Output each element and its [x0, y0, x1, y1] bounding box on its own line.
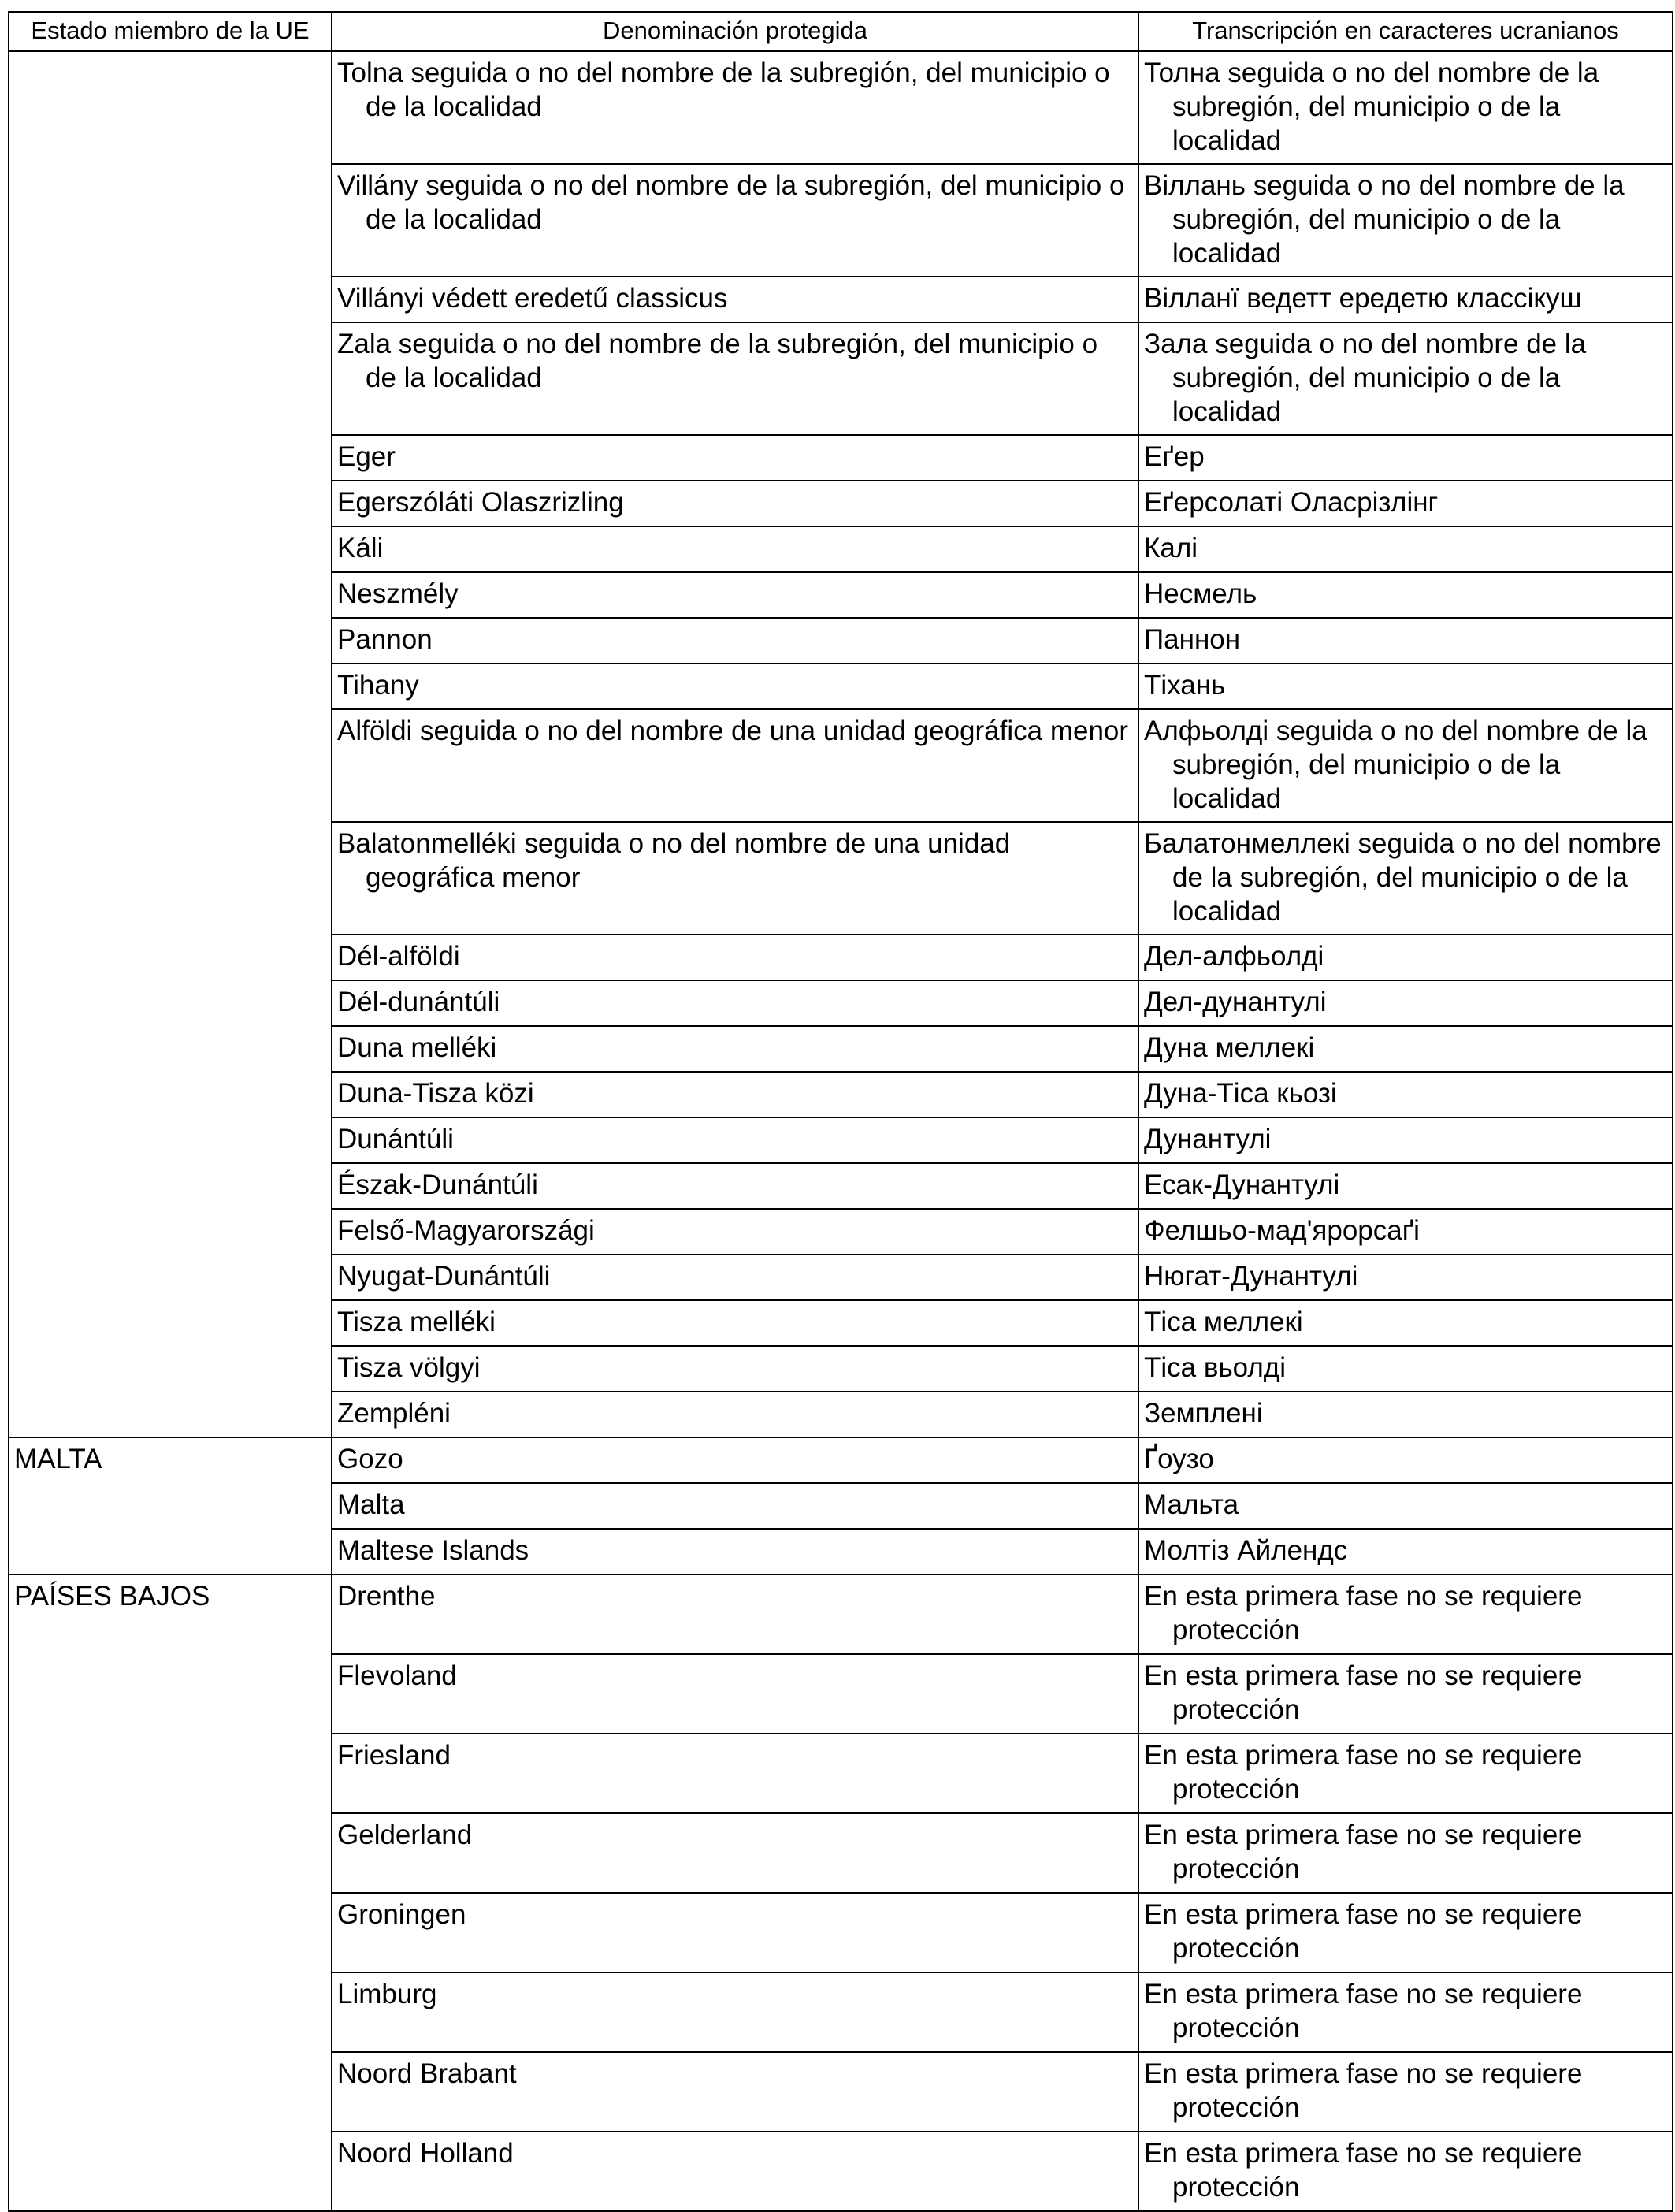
transcription-text: Еґерсолаті Оласрізлінг	[1144, 487, 1439, 518]
protected-name-cell	[332, 435, 1138, 481]
member-state-cell-continued	[9, 1026, 332, 1072]
protected-name-text: Friesland	[337, 1740, 451, 1771]
member-state-cell-continued	[9, 2132, 332, 2211]
table-row	[9, 1437, 1673, 1483]
member-state-cell-continued	[9, 1654, 332, 1734]
transcription-cell	[1138, 322, 1673, 435]
protected-name-text: Gozo	[337, 1444, 403, 1474]
transcription-cell	[1138, 1972, 1673, 2052]
transcription-cell	[1138, 1072, 1673, 1117]
protected-name-text: Alföldi seguida o no del nombre de una unidad geográfica menor	[337, 716, 1129, 746]
transcription-cell	[1138, 1893, 1673, 1972]
member-state-cell-continued	[9, 618, 332, 664]
transcription-text: Еґер	[1144, 441, 1205, 472]
transcription-cell	[1138, 935, 1673, 980]
member-state-cell-continued	[9, 935, 332, 980]
member-state-cell-continued	[9, 709, 332, 822]
member-state-cell-continued	[9, 1893, 332, 1972]
table-body	[9, 51, 1673, 2211]
protected-name-text: Groningen	[337, 1899, 466, 1930]
protected-name-text: Villányi védett eredetű classicus	[337, 283, 728, 314]
transcription-text: Нюгат-Дунантулі	[1144, 1261, 1358, 1292]
table-row	[9, 1654, 1673, 1734]
table-row	[9, 277, 1673, 322]
protected-name-text: Villány seguida o no del nombre de la subregión, del municipio o de la localidad	[337, 170, 1125, 235]
transcription-text: Дел-дунантулі	[1144, 987, 1327, 1017]
table-row	[9, 1300, 1673, 1346]
transcription-cell	[1138, 1654, 1673, 1734]
protected-name-cell	[332, 1574, 1138, 1654]
member-state-cell-continued	[9, 1813, 332, 1893]
protected-name-cell	[332, 1972, 1138, 2052]
member-state-cell-continued	[9, 664, 332, 709]
protected-name-cell	[332, 526, 1138, 572]
protected-name-text: Dél-alföldi	[337, 941, 460, 972]
table-row	[9, 1813, 1673, 1893]
transcription-cell	[1138, 618, 1673, 664]
member-state-cell-continued	[9, 1529, 332, 1574]
member-state-cell-continued	[9, 1972, 332, 2052]
protected-name-text: Dunántúli	[337, 1124, 454, 1154]
table-row	[9, 1734, 1673, 1813]
transcription-cell	[1138, 1300, 1673, 1346]
protected-name-cell	[332, 1654, 1138, 1734]
transcription-text: Несмель	[1144, 578, 1257, 609]
table-row	[9, 935, 1673, 980]
transcription-cell	[1138, 164, 1673, 277]
protected-name-cell	[332, 1072, 1138, 1117]
table-row	[9, 1483, 1673, 1529]
protected-name-text: Zempléni	[337, 1398, 451, 1429]
protected-name-cell	[332, 572, 1138, 618]
transcription-text: Дуна-Тіса кьозі	[1144, 1078, 1337, 1109]
protected-name-cell	[332, 1437, 1138, 1483]
protected-name-cell	[332, 1163, 1138, 1209]
protected-name-text: Flevoland	[337, 1660, 457, 1691]
transcription-text: Фелшьо-мад'ярорсаґі	[1144, 1215, 1420, 1246]
protected-name-cell	[332, 709, 1138, 822]
protected-name-cell	[332, 1734, 1138, 1813]
table-row	[9, 1072, 1673, 1117]
transcription-cell	[1138, 980, 1673, 1026]
member-state-cell-continued	[9, 277, 332, 322]
protected-name-cell	[332, 1346, 1138, 1392]
table-row	[9, 1529, 1673, 1574]
table-row	[9, 1893, 1673, 1972]
protected-name-text: Noord Holland	[337, 2138, 514, 2169]
member-state-cell-continued	[9, 526, 332, 572]
transcription-cell	[1138, 1163, 1673, 1209]
protected-name-cell	[332, 618, 1138, 664]
transcription-cell	[1138, 277, 1673, 322]
transcription-text: Толна seguida o no del nombre de la subregión, del municipio o de la localidad	[1144, 58, 1599, 156]
protected-name-cell	[332, 2052, 1138, 2132]
table-row	[9, 2052, 1673, 2132]
table-row	[9, 1163, 1673, 1209]
member-state-cell-continued	[9, 1346, 332, 1392]
member-state-cell-continued	[9, 822, 332, 935]
transcription-cell	[1138, 2132, 1673, 2211]
protected-name-cell	[332, 1893, 1138, 1972]
transcription-cell	[1138, 1529, 1673, 1574]
member-state-cell-continued	[9, 164, 332, 277]
protected-name-cell	[332, 935, 1138, 980]
table-row	[9, 322, 1673, 435]
member-state-cell-continued	[9, 1209, 332, 1255]
transcription-text: Балатонмеллекі seguida o no del nombre de la subregión, del municipio o de la localidad	[1144, 828, 1662, 927]
transcription-text: Тіса вьолді	[1144, 1352, 1286, 1383]
protected-name-text: Neszmély	[337, 578, 459, 609]
transcription-cell	[1138, 526, 1673, 572]
protected-name-cell	[332, 1813, 1138, 1893]
transcription-text: Вілланї ведетт ередетю классікуш	[1144, 283, 1582, 314]
member-state-cell-continued	[9, 572, 332, 618]
protected-name-text: Duna-Tisza közi	[337, 1078, 534, 1109]
table-row	[9, 1972, 1673, 2052]
transcription-cell	[1138, 1117, 1673, 1163]
transcription-cell	[1138, 1026, 1673, 1072]
transcription-cell	[1138, 435, 1673, 481]
protected-name-cell	[332, 1392, 1138, 1437]
table-row	[9, 709, 1673, 822]
table-row	[9, 1574, 1673, 1654]
protected-name-text: Drenthe	[337, 1581, 436, 1612]
member-state-cell-continued	[9, 1734, 332, 1813]
protected-name-text: Tihany	[337, 670, 419, 701]
transcription-cell	[1138, 1392, 1673, 1437]
transcription-cell	[1138, 481, 1673, 526]
transcription-cell	[1138, 572, 1673, 618]
transcription-text: Молтіз Айлендс	[1144, 1535, 1348, 1566]
transcription-text: En esta primera fase no se requiere protección	[1144, 1820, 1583, 1884]
transcription-text: Тіса меллекі	[1144, 1307, 1303, 1337]
table-row	[9, 980, 1673, 1026]
transcription-text: Калі	[1144, 533, 1198, 563]
transcription-text: Дунантулі	[1144, 1124, 1272, 1154]
protected-name-cell	[332, 822, 1138, 935]
protected-name-text: Malta	[337, 1489, 405, 1520]
protected-name-cell	[332, 980, 1138, 1026]
protected-name-cell	[332, 481, 1138, 526]
transcription-text: En esta primera fase no se requiere protección	[1144, 1899, 1583, 1964]
transcription-cell	[1138, 2052, 1673, 2132]
protected-name-text: Duna melléki	[337, 1032, 497, 1063]
transcription-cell	[1138, 1483, 1673, 1529]
protected-name-text: Káli	[337, 533, 384, 563]
transcription-text: Паннон	[1144, 624, 1241, 655]
protected-name-cell	[332, 1117, 1138, 1163]
protected-name-cell	[332, 322, 1138, 435]
protected-name-text: Tolna seguida o no del nombre de la subregión, del municipio o de la localidad	[337, 58, 1110, 122]
protected-name-text: Zala seguida o no del nombre de la subregión, del municipio o de la localidad	[337, 329, 1098, 393]
transcription-text: Віллань seguida o no del nombre de la subregión, del municipio o de la localidad	[1144, 170, 1625, 269]
protected-name-cell	[332, 1026, 1138, 1072]
protected-name-cell	[332, 1300, 1138, 1346]
transcription-cell	[1138, 709, 1673, 822]
table-row	[9, 526, 1673, 572]
member-state-cell	[9, 51, 332, 164]
header-transcription: Transcripción en caracteres ucranianos	[1138, 12, 1673, 51]
transcription-text: En esta primera fase no se requiere protección	[1144, 2138, 1583, 2203]
table-row	[9, 572, 1673, 618]
table-row	[9, 481, 1673, 526]
protected-name-text: Eger	[337, 441, 396, 472]
protected-name-text: Pannon	[337, 624, 433, 655]
protected-name-cell	[332, 1209, 1138, 1255]
transcription-text: En esta primera fase no se requiere protección	[1144, 1979, 1583, 2043]
protected-name-text: Dél-dunántúli	[337, 987, 500, 1017]
protected-name-cell	[332, 1255, 1138, 1300]
transcription-text: En esta primera fase no se requiere protección	[1144, 1660, 1583, 1725]
protected-name-text: Gelderland	[337, 1820, 473, 1850]
designations-table	[8, 11, 1673, 2212]
protected-name-text: Tisza melléki	[337, 1307, 496, 1337]
protected-name-cell	[332, 164, 1138, 277]
member-state-cell-continued	[9, 1300, 332, 1346]
table-row	[9, 822, 1673, 935]
member-state-cell-continued	[9, 1163, 332, 1209]
transcription-text: Тіхань	[1144, 670, 1226, 701]
protected-name-cell	[332, 2132, 1138, 2211]
transcription-text: Алфьолді seguida o no del nombre de la subregión, del municipio o de la localidad	[1144, 716, 1647, 814]
protected-name-cell	[332, 664, 1138, 709]
member-state-cell-continued	[9, 1072, 332, 1117]
member-state-cell-continued	[9, 2052, 332, 2132]
transcription-cell	[1138, 51, 1673, 164]
protected-name-text: Felső-Magyarországi	[337, 1215, 595, 1246]
protected-name-cell	[332, 1529, 1138, 1574]
table-row	[9, 51, 1673, 164]
member-state-cell-continued	[9, 980, 332, 1026]
transcription-text: Дел-алфьолді	[1144, 941, 1324, 972]
transcription-cell	[1138, 1209, 1673, 1255]
member-state-cell-continued	[9, 1483, 332, 1529]
table-row	[9, 1346, 1673, 1392]
protected-name-text: Tisza völgyi	[337, 1352, 481, 1383]
transcription-text: En esta primera fase no se requiere protección	[1144, 1740, 1583, 1805]
table-row	[9, 1255, 1673, 1300]
transcription-text: Дуна меллекі	[1144, 1032, 1315, 1063]
table-row	[9, 2132, 1673, 2211]
transcription-text: Есак-Дунантулі	[1144, 1169, 1340, 1200]
table-row	[9, 164, 1673, 277]
protected-name-text: Noord Brabant	[337, 2058, 517, 2089]
table-row	[9, 435, 1673, 481]
protected-name-text: Egerszóláti Olaszrizling	[337, 487, 624, 518]
protected-name-text: Észak-Dunántúli	[337, 1169, 538, 1200]
member-state-cell: MALTA	[9, 1437, 332, 1483]
transcription-cell	[1138, 1813, 1673, 1893]
document-page	[8, 11, 1672, 2212]
table-row	[9, 664, 1673, 709]
table-header-row	[9, 12, 1673, 51]
member-state-cell-continued	[9, 481, 332, 526]
transcription-cell	[1138, 822, 1673, 935]
transcription-text: Ґоузо	[1144, 1444, 1214, 1474]
member-state-cell-continued	[9, 1117, 332, 1163]
transcription-cell	[1138, 664, 1673, 709]
protected-name-text: Maltese Islands	[337, 1535, 529, 1566]
transcription-text: Мальта	[1144, 1489, 1239, 1520]
protected-name-cell	[332, 277, 1138, 322]
transcription-text: En esta primera fase no se requiere protección	[1144, 1581, 1583, 1645]
transcription-cell	[1138, 1346, 1673, 1392]
transcription-cell	[1138, 1574, 1673, 1654]
transcription-cell	[1138, 1734, 1673, 1813]
table-row	[9, 1209, 1673, 1255]
table-row	[9, 1117, 1673, 1163]
protected-name-text: Nyugat-Dunántúli	[337, 1261, 551, 1292]
member-state-cell-continued	[9, 322, 332, 435]
header-member-state: Estado miembro de la UE	[9, 12, 332, 51]
protected-name-cell	[332, 1483, 1138, 1529]
protected-name-text: Balatonmelléki seguida o no del nombre de una unidad geográfica menor	[337, 828, 1011, 893]
protected-name-cell	[332, 51, 1138, 164]
member-state-cell: PAÍSES BAJOS	[9, 1574, 332, 1654]
table-row	[9, 618, 1673, 664]
member-state-cell-continued	[9, 1392, 332, 1437]
transcription-text: Зала seguida o no del nombre de la subregión, del municipio o de la localidad	[1144, 329, 1587, 427]
transcription-cell	[1138, 1255, 1673, 1300]
transcription-text: Земплені	[1144, 1398, 1263, 1429]
table-row	[9, 1392, 1673, 1437]
protected-name-text: Limburg	[337, 1979, 437, 2009]
table-row	[9, 1026, 1673, 1072]
transcription-cell	[1138, 1437, 1673, 1483]
header-protected-name: Denominación protegida	[332, 12, 1138, 51]
transcription-text: En esta primera fase no se requiere protección	[1144, 2058, 1583, 2123]
member-state-cell-continued	[9, 435, 332, 481]
member-state-cell-continued	[9, 1255, 332, 1300]
